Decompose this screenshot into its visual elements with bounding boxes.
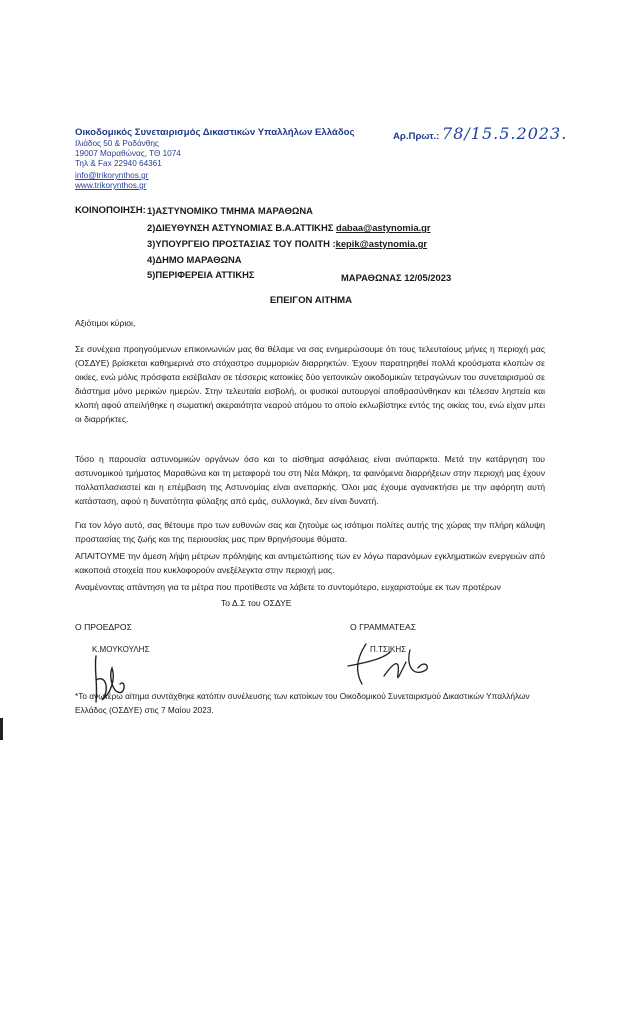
recipient-4: 4)ΔΗΜΟ ΜΑΡΑΘΩΝΑ — [147, 254, 242, 265]
paragraph-1: Σε συνέχεια προηγούμενων επικοινωνιών μας θα θέλαμε να σας ενημερώσουμε ότι τους τελευταίους μήνες η περιοχή μας (ΟΣΔΥΕ) βρίσκεται καθημερινά στο στόχαστρο συμμοριών διαρρηκτών. Έχουν παρατηρηθεί πολλά κρούσματα κλοπών σε οικίες, ενώ μόλις πρόσφατα εισέβαλαν σε τέσσερις κατοικίες δύο γειτονικών οικοδομικών τετραγώνων του συνεταιρισμού σε διάστημα μόνο μερικών ημερών. Στην τελευταία εισβολή, οι φυσικοί αυτουργοί αποθρασύνθηκαν και τέλεσαν ληστεία και κλοπή αφού απειλήθηκε η σωματική ακεραιότητα νεαρού ατόμου το οποίο εκλωβίστηκε εντός της οικίας του, ενώ είχαν μπει οι διαρρήκτες. — [75, 344, 545, 424]
footnote: *Το ανωτέρω αίτημα συντάχθηκε κατόπιν συνέλευσης των κατοίκων του Οικοδομικού Συνεταιρισμού Δικαστικών Υπαλλήλων Ελλάδος (ΟΣΔΥΕ) στις 7 Μαίου 2023. — [75, 691, 530, 715]
recipient-5: 5)ΠΕΡΙΦΕΡΕΙΑ ΑΤΤΙΚΗΣ — [147, 269, 255, 280]
secretary-title: Ο ΓΡΑΜΜΑΤΕΑΣ — [350, 622, 417, 632]
website-link[interactable]: www.trikorynthos.gr — [75, 181, 147, 190]
organization-name: Οικοδομικός Συνεταιρισμός Δικαστικών Υπαλλήλων Ελλάδος — [75, 127, 355, 138]
protocol-label: Αρ.Πρωτ.: — [393, 131, 440, 142]
paragraph-4: ΑΠΑΙΤΟΥΜΕ την άμεση λήψη μέτρων πρόληψης και αντιμετώπισης των εν λόγω παρανόμων εγκληματικών ενεργειών από κακοποιά στοιχεία που κυκλοφορούν ανεξέλεγκτα στην περιοχή μας. — [75, 551, 545, 575]
protocol-number — [393, 124, 567, 143]
address-line-phone: Τηλ & Fax 22940 64361 — [75, 159, 162, 168]
president-title: Ο ΠΡΟΕΔΡΟΣ — [75, 622, 132, 632]
recipients-label: ΚΟΙΝΟΠΟΙΗΣΗ: — [75, 205, 146, 216]
secretary-signature — [340, 640, 440, 690]
president-name: Κ.ΜΟΥΚΟΥΛΗΣ — [92, 645, 150, 654]
recipient-2-email[interactable]: dabaa@astynomia.gr — [335, 222, 431, 233]
salutation: Αξιότιμοι κύριοι, — [75, 318, 136, 328]
scan-edge-mark — [0, 718, 3, 740]
recipient-3-name: 3)ΥΠΟΥΡΓΕΙΟ ΠΡΟΣΤΑΣΙΑΣ ΤΟΥ ΠΟΛΙΤΗ : — [147, 238, 336, 249]
paragraph-5: Αναμένοντας απάντηση για τα μέτρα που προτίθεστε να λάβετε το συντομότερο, ευχαριστούμε εκ των προτέρων — [75, 582, 501, 592]
paragraph-2: Τόσο η παρουσία αστυνομικών οργάνων όσο και το αίσθημα ασφάλειας είναι ανύπαρκτα. Μετά την κατάργηση του αστυνομικού τμήματος Μαραθώνα και τη μεταφορά του στη Νέα Μάκρη, τα φαινόμενα διαρρήξεων στην περιοχή μας έχουν πολλαπλασιαστεί και η επέμβαση της Αστυνομίας είναι ανεπαρκής. Όλοι μας έχουμε αγανακτήσει με την αφόρητη αυτή κατάσταση, αφού η δυνατότητα φύλαξης από εμάς, συλλογικά, δεν είναι δυνατή. — [75, 454, 545, 506]
protocol-handwritten: 78/15.5.2023. — [442, 124, 568, 143]
letter-title: ΕΠΕΙΓΟΝ ΑΙΤΗΜΑ — [269, 295, 353, 306]
secretary-name: Π.ΤΣΙΚΗΣ — [370, 645, 407, 654]
recipient-3 — [147, 238, 427, 249]
address-line-street: Ιλιάδος 50 & Ροδάνθης — [75, 139, 159, 148]
recipient-1: 1)ΑΣΤΥΝΟΜΙΚΟ ΤΜΗΜΑ ΜΑΡΑΘΩΝΑ — [147, 205, 313, 216]
email-link[interactable]: info@trikorynthos.gr — [75, 171, 149, 180]
recipient-2-name: 2)ΔΙΕΥΘΥΝΣΗ ΑΣΤΥΝΟΜΙΑΣ Β.Α.ΑΤΤΙΚΗΣ — [147, 222, 336, 233]
date-line: ΜΑΡΑΘΩΝΑΣ 12/05/2023 — [341, 272, 452, 283]
paragraph-3: Για τον λόγο αυτό, σας θέτουμε προ των ευθυνών σας και ζητούμε ως ισότιμοι πολίτες αυτής της χώρας την πλήρη κάλυψη προστασίας της ζωής και της περιουσίας μας πριν θρηνήσουμε θύματα. — [75, 520, 545, 544]
recipient-3-email[interactable]: kepik@astynomia.gr — [335, 238, 428, 249]
address-line-postcode: 19007 Μαραθώνας, ΤΘ 1074 — [75, 149, 181, 158]
recipient-2 — [147, 222, 431, 233]
board-line: Το Δ.Σ του ΟΣΔΥΕ — [221, 598, 292, 608]
